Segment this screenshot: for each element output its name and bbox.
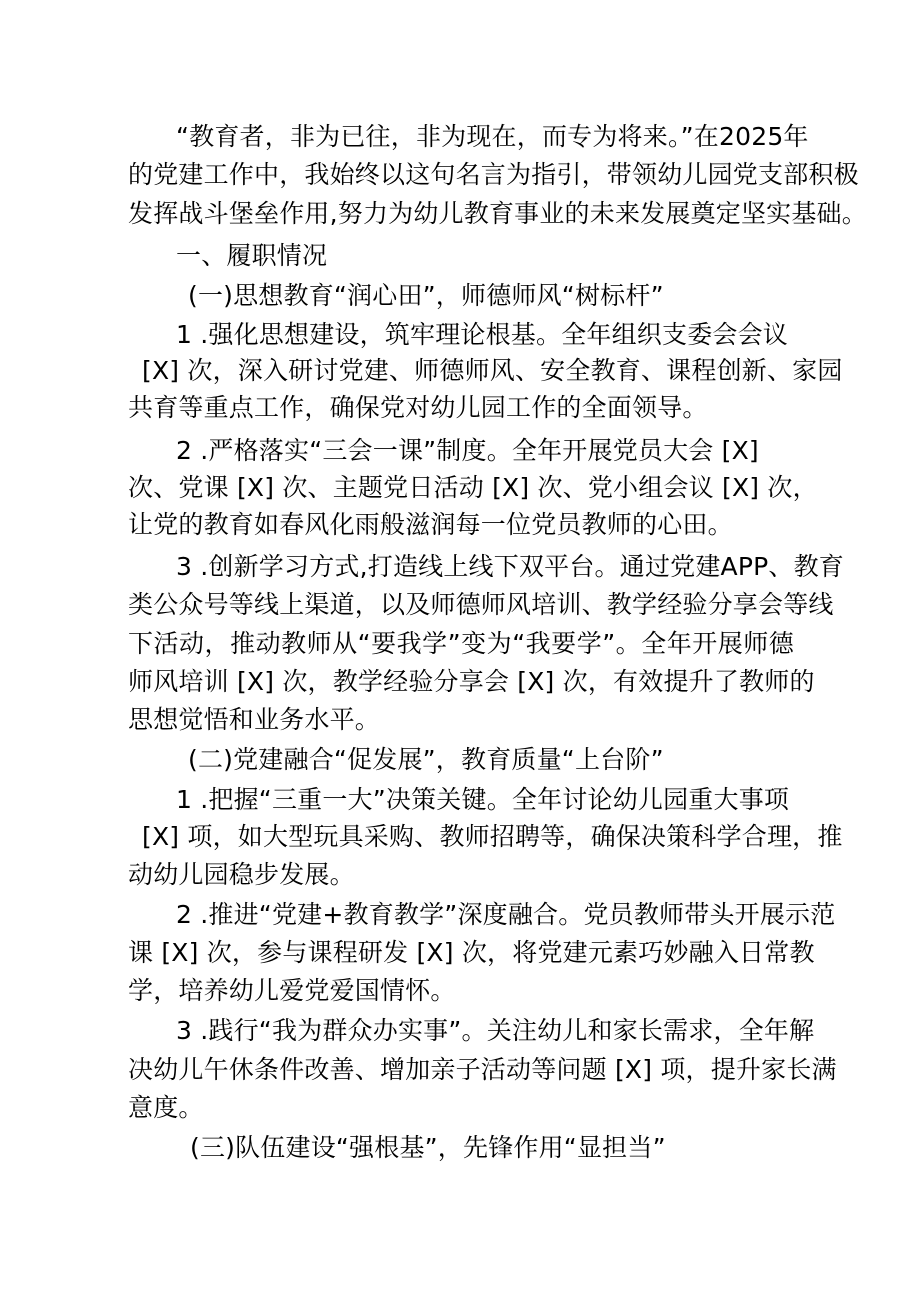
subsection-heading: (三)队伍建设“强根基”，先锋作用“显担当”	[190, 1133, 666, 1162]
text-line: 师风培训 [X] 次，教学经验分享会 [X] 次，有效提升了教师的	[128, 667, 815, 696]
text-line: 发挥战斗堡垒作用,努力为幼儿教育事业的未来发展奠定坚实基础。	[128, 199, 867, 228]
text-line: 学，培养幼儿爱党爱国情怀。	[128, 976, 456, 1005]
text-line: 2 .推进“党建+教育教学”深度融合。党员教师带头开展示范	[176, 900, 836, 929]
text-line: [X] 次，深入研讨党建、师德师风、安全教育、课程创新、家园	[142, 356, 843, 385]
text-line: 动幼儿园稳步发展。	[128, 860, 355, 889]
text-line: 决幼儿午休条件改善、增加亲子活动等问题 [X] 项，提升家长满	[128, 1055, 837, 1084]
text-line: 类公众号等线上渠道，以及师德师风培训、教学经验分享会等线	[128, 590, 834, 619]
text-line: 次、党课 [X] 次、主题党日活动 [X] 次、党小组会议 [X] 次，	[128, 473, 818, 502]
subsection-heading: (二)党建融合“促发展”，教育质量“上台阶”	[188, 745, 664, 774]
text-line: 让党的教育如春风化雨般滋润每一位党员教师的心田。	[128, 510, 733, 539]
text-line: 的党建工作中，我始终以这句名言为指引，带领幼儿园党支部积极	[128, 160, 859, 189]
text-line: 2 .严格落实“三会一课”制度。全年开展党员大会 [X]	[176, 436, 759, 465]
section-heading: 一、履职情况	[176, 241, 328, 270]
subsection-heading: (一)思想教育“润心田”，师德师风“树标杆”	[188, 281, 664, 310]
text-line: “教育者，非为已往，非为现在，而专为将来。”在2025年	[176, 122, 809, 151]
text-line: [X] 项，如大型玩具采购、教师招聘等，确保决策科学合理，推	[142, 822, 843, 851]
text-line: 3 .创新学习方式,打造线上线下双平台。通过党建APP、教育	[176, 552, 845, 581]
text-line: 意度。	[128, 1093, 204, 1122]
text-line: 1 .把握“三重一大”决策关键。全年讨论幼儿园重大事项	[176, 785, 790, 814]
text-line: 1 .强化思想建设，筑牢理论根基。全年组织支委会会议	[176, 320, 789, 349]
text-line: 思想觉悟和业务水平。	[128, 705, 381, 734]
text-line: 课 [X] 次，参与课程研发 [X] 次，将党建元素巧妙融入日常教	[128, 938, 815, 967]
text-line: 下活动，推动教师从“要我学”变为“我要学”。全年开展师德	[128, 629, 794, 658]
text-line: 3 .践行“我为群众办实事”。关注幼儿和家长需求，全年解	[176, 1016, 815, 1045]
text-line: 共育等重点工作，确保党对幼儿园工作的全面领导。	[128, 393, 708, 422]
